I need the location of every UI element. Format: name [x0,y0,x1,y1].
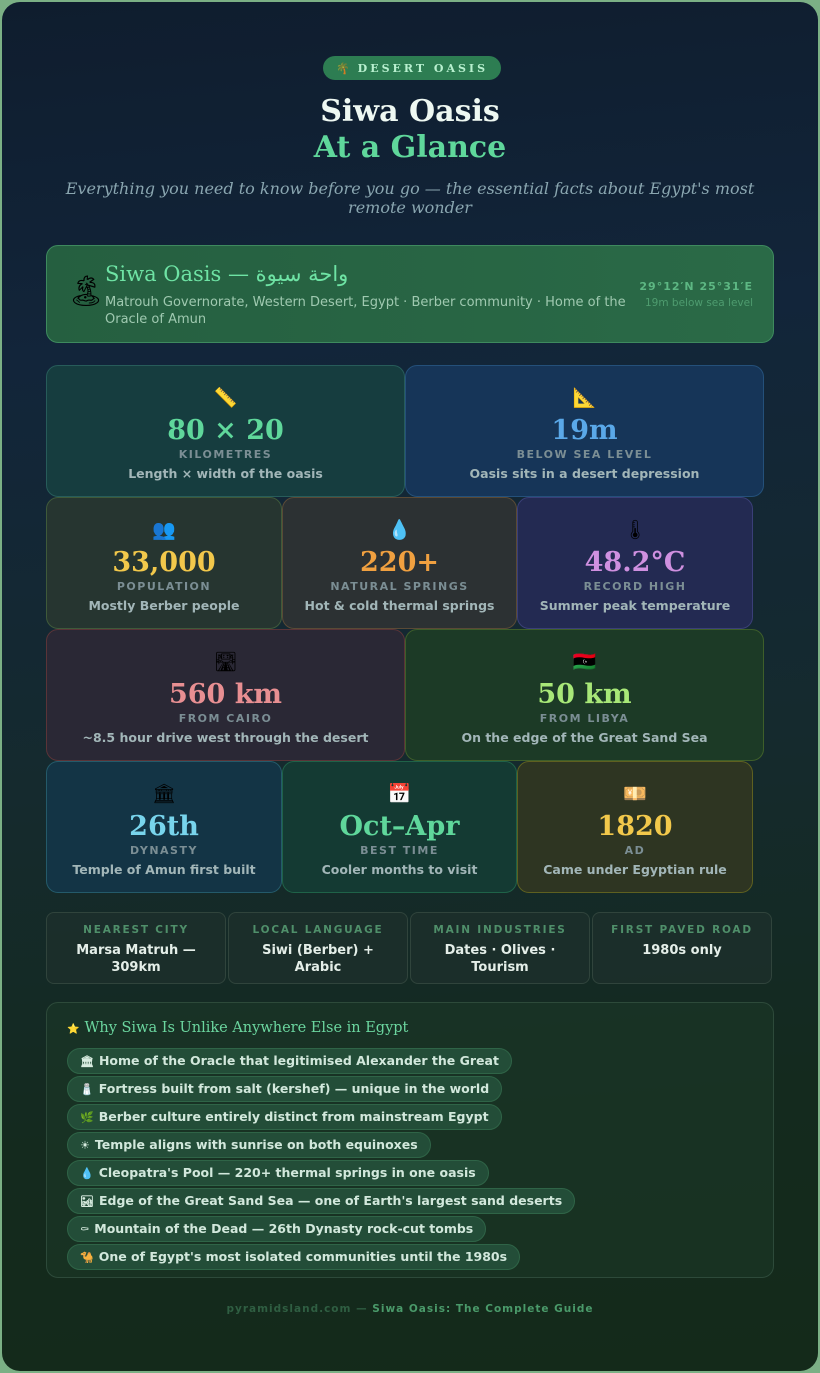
stat-value: 48.2°C [584,547,686,578]
stat-value: 50 km [537,679,632,710]
footer-separator: — [351,1303,373,1315]
stat-card-dynasty [46,761,282,893]
info-main-industries [410,912,590,984]
ruler-icon: 📏 [213,387,238,409]
fact-pill [67,1188,575,1214]
stat-value: 560 km [168,679,283,710]
star-icon: ⭐ [67,1024,80,1035]
palm-tree-icon: 🌴 [335,61,350,75]
herb-icon: 🌿 [80,1111,94,1124]
stat-label: RECORD HIGH [583,580,687,593]
droplet-icon: 💧 [387,519,412,541]
desert-icon: 🏜 [80,1195,94,1208]
stat-note: Oasis sits in a desert depression [469,466,700,481]
info-local-language [228,912,408,984]
coordinates-block [639,280,753,309]
fact-list [67,1048,575,1272]
stat-card-temperature [517,497,753,629]
stat-label: NATURAL SPRINGS [330,580,469,593]
info-value: Dates · Olives · Tourism [444,943,556,975]
info-key: FIRST PAVED ROAD [611,924,753,936]
stat-card-egyptian-rule [517,761,753,893]
page-title: Siwa Oasis [320,94,500,129]
stat-note: ~8.5 hour drive west through the desert [82,730,369,745]
fact-pill [67,1244,520,1270]
elevation: 19m below sea level [645,297,753,309]
stat-card-population [46,497,282,629]
info-first-paved-road [592,912,772,984]
stat-value: 26th [129,811,199,842]
location-name: Siwa Oasis — واحة سيوة [105,262,349,286]
stat-value: 19m [551,415,618,446]
guide-title: Siwa Oasis: The Complete Guide [372,1303,594,1315]
fact-pill [67,1104,502,1130]
info-nearest-city [46,912,226,984]
stat-value: Oct–Apr [339,811,460,842]
info-value: Siwi (Berber) + Arabic [262,943,374,975]
stat-label: POPULATION [116,580,212,593]
stat-label: FROM LIBYA [539,712,630,725]
stat-label: AD [624,844,646,857]
info-value: 1980s only [642,943,722,958]
stat-label: BELOW SEA LEVEL [516,448,653,461]
coffin-icon: ⚰ [80,1223,90,1236]
stat-note: Came under Egyptian rule [543,862,727,877]
fact-text: Mountain of the Dead — 26th Dynasty rock-cut tombs [94,1221,474,1236]
fact-pill [67,1076,502,1102]
fact-text: Fortress built from salt (kershef) — unique in the world [98,1081,490,1096]
why-unique-section [46,1002,774,1278]
fact-pill [67,1160,489,1186]
motorway-icon: 🛣 [213,651,238,673]
info-key: MAIN INDUSTRIES [433,924,567,936]
info-key: LOCAL LANGUAGE [252,924,384,936]
stat-card-springs [282,497,517,629]
stat-label: FROM CAIRO [178,712,273,725]
coordinates: 29°12′N 25°31′E [639,280,753,293]
classical-building-icon: 🏛 [151,783,177,805]
section-title: Why Siwa Is Unlike Anywhere Else in Egypt [84,1020,409,1036]
stat-card-best-time [282,761,517,893]
section-heading [67,1020,408,1036]
stat-note: On the edge of the Great Sand Sea [461,730,708,745]
stat-value: 80 × 20 [167,415,284,446]
calendar-icon: 📅 [387,783,412,805]
stat-value: 1820 [597,811,673,842]
people-icon: 👥 [152,519,176,541]
badge-label: DESERT OASIS [357,61,489,75]
triangular-ruler-icon: 📐 [572,387,597,409]
infographic-frame [2,2,818,1371]
stat-note: Length × width of the oasis [128,466,323,481]
page-title-accent: At a Glance [313,130,507,165]
fact-text: Edge of the Great Sand Sea — one of Earth's largest sand deserts [98,1193,563,1208]
stat-card-elevation [405,365,764,497]
stat-value: 33,000 [112,547,216,578]
fact-text: One of Egypt's most isolated communities until the 1980s [98,1249,508,1264]
location-summary-card [46,245,774,343]
fact-pill [67,1216,486,1242]
stat-value: 220+ [360,547,439,578]
fact-pill [67,1048,512,1074]
banknote-icon: 💴 [623,783,647,805]
stat-card-libya-distance [405,629,764,761]
category-badge [323,56,501,80]
stat-label: DYNASTY [130,844,198,857]
fact-text: Cleopatra's Pool — 220+ thermal springs in one oasis [98,1165,476,1180]
fact-text: Temple aligns with sunrise on both equinoxes [94,1137,418,1152]
stat-note: Summer peak temperature [539,598,731,613]
stat-card-cairo-distance [46,629,405,761]
site-link[interactable]: pyramidsland.com [226,1303,352,1315]
libya-flag-icon: 🇱🇾 [572,651,597,673]
page-subtitle: Everything you need to know before you go — the essential facts about Egypt's most remote wonder [65,179,755,217]
stat-label: KILOMETRES [178,448,273,461]
stat-note: Hot & cold thermal springs [304,598,495,613]
stat-card-size [46,365,405,497]
sun-icon: ☀ [80,1139,90,1152]
camel-icon: 🐪 [80,1251,94,1264]
stat-note: Cooler months to visit [321,862,478,877]
classical-building-icon: 🏛 [80,1055,94,1068]
info-key: NEAREST CITY [83,924,189,936]
fact-text: Home of the Oracle that legitimised Alexander the Great [98,1053,499,1068]
stat-label: BEST TIME [360,844,439,857]
stat-note: Temple of Amun first built [72,862,256,877]
desert-island-icon: 🏝 [67,274,106,309]
fact-pill [67,1132,431,1158]
location-description: Matrouh Governorate, Western Desert, Egypt · Berber community · Home of the Oracle of Amun [105,295,626,327]
salt-icon: 🧂 [80,1083,94,1096]
thermometer-icon: 🌡 [622,519,648,541]
info-value: Marsa Matruh — 309km [76,943,196,975]
stat-note: Mostly Berber people [88,598,240,613]
footer-credit [2,1303,818,1315]
fact-text: Berber culture entirely distinct from mainstream Egypt [98,1109,489,1124]
droplet-icon: 💧 [80,1167,94,1180]
